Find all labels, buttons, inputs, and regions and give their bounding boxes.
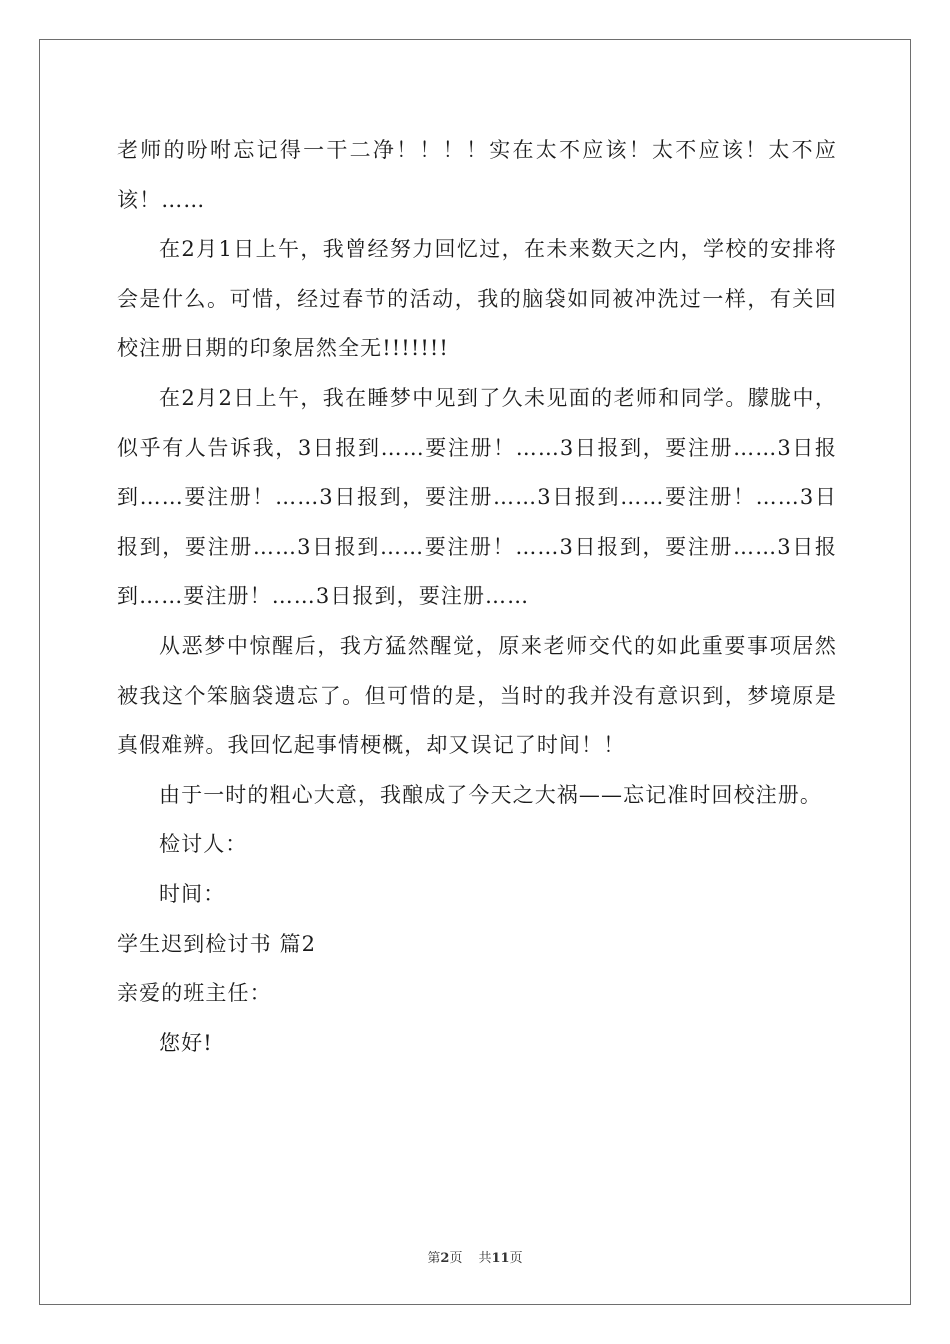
footer-total-unit: 页 <box>509 1251 523 1266</box>
section-heading: 学生迟到检讨书 篇2 <box>117 931 317 956</box>
document-body <box>117 126 837 1068</box>
footer-prefix: 第 <box>427 1251 441 1266</box>
paragraph-5: 由于一时的粗心大意，我酿成了今天之大祸——忘记准时回校注册。 <box>159 782 822 807</box>
salutation: 亲爱的班主任： <box>117 981 272 1006</box>
footer-page-number: 2 <box>440 1251 450 1266</box>
page-footer <box>0 1247 950 1266</box>
footer-total-pages: 11 <box>491 1251 510 1266</box>
paragraph-4: 从恶梦中惊醒后，我方猛然醒觉，原来老师交代的如此重要事项居然被我这个笨脑袋遗忘了。但可惜的是，当时的我并没有意识到，梦境原是真假难辨。我回忆起事情梗概，却又误记了时间！！ <box>117 633 837 758</box>
greeting: 您好! <box>159 1030 213 1055</box>
footer-page-unit: 页 <box>449 1251 463 1266</box>
paragraph-2: 在2月1日上午，我曾经努力回忆过，在未来数天之内，学校的安排将会是什么。可惜，经过春节的活动，我的脑袋如同被冲洗过一样，有关回校注册日期的印象居然全无!!!!!!! <box>117 237 837 361</box>
paragraph-3: 在2月2日上午，我在睡梦中见到了久未见面的老师和同学。朦胧中，似乎有人告诉我，3日报到……要注册！……3日报到，要注册……3日报到……要注册！……3日报到，要注册……3日报到……要注册！……3日报到，要注册……3日报到……要注册！……3日报到，要注册……3日报到……要注册！……3日报到，要注册…… <box>117 385 837 609</box>
date-label: 时间： <box>159 881 226 906</box>
paragraph-1: 老师的吩咐忘记得一干二净！！！！实在太不应该！太不应该！太不应该！…… <box>117 138 837 212</box>
footer-total-prefix: 共 <box>478 1251 492 1266</box>
signature-label: 检讨人： <box>159 832 248 857</box>
